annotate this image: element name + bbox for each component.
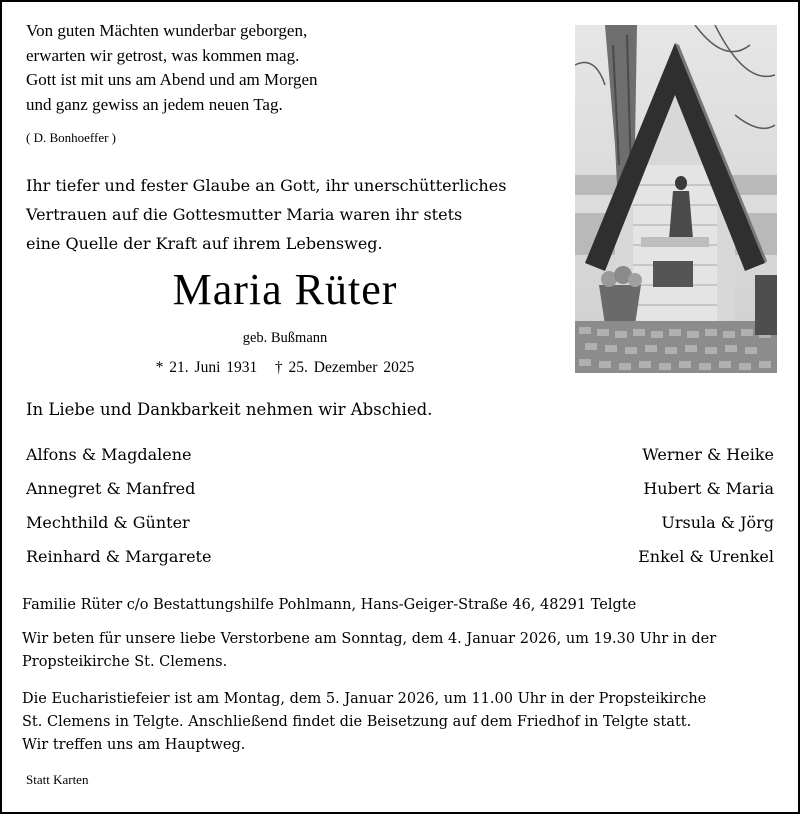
wayside-shrine-photo <box>575 25 777 373</box>
mourner-right: Ursula & Jörg <box>661 513 774 532</box>
faith-line: Ihr tiefer und fester Glaube an Gott, ihr unerschütterliches <box>26 176 507 195</box>
poem-line: Von guten Mächten wunderbar geborgen, <box>26 21 308 40</box>
prayer-notice <box>22 628 716 674</box>
poem-line: erwarten wir getrost, was kommen mag. <box>26 45 300 65</box>
faith-statement <box>26 171 506 258</box>
prayer-line: Wir beten für unsere liebe Verstorbene am Sonntag, dem 4. Januar 2026, um 19.30 Uhr in der <box>22 631 717 647</box>
statt-karten-note: Statt Karten <box>26 772 89 787</box>
bonhoeffer-poem <box>26 19 318 117</box>
maiden-name: geb. Bußmann <box>242 330 328 346</box>
service-line: Wir treffen uns am Hauptweg. <box>22 737 246 753</box>
farewell-line: In Liebe und Dankbarkeit nehmen wir Abschied. <box>26 400 433 419</box>
life-dates: * 21. Juni 1931 † 25. Dezember 2025 <box>155 359 415 376</box>
family-address: Familie Rüter c/o Bestattungshilfe Pohlmann, Hans-Geiger-Straße 46, 48291 Telgte <box>22 597 637 613</box>
prayer-line: Propsteikirche St. Clemens. <box>22 654 228 670</box>
mourner-right: Werner & Heike <box>642 445 774 464</box>
mourner-right: Enkel & Urenkel <box>638 547 774 566</box>
poem-line: Gott ist mit uns am Abend und am Morgen <box>26 70 318 89</box>
poem-line: und ganz gewiss an jedem neuen Tag. <box>26 94 283 114</box>
service-notice <box>22 688 706 757</box>
faith-line: eine Quelle der Kraft auf ihrem Lebensweg. <box>26 234 383 253</box>
poem-citation: ( D. Bonhoeffer ) <box>26 130 117 145</box>
mourner-left: Alfons & Magdalene <box>26 445 192 464</box>
mourner-left: Annegret & Manfred <box>26 479 196 498</box>
mourner-left: Mechthild & Günter <box>26 513 190 532</box>
mourner-left: Reinhard & Margarete <box>26 547 212 566</box>
shrine-image <box>575 25 777 373</box>
service-line: Die Eucharistiefeier ist am Montag, dem 5. Januar 2026, um 11.00 Uhr in der Propsteikirche <box>22 691 707 707</box>
service-line: St. Clemens in Telgte. Anschließend findet die Beisetzung auf dem Friedhof in Telgte statt. <box>22 714 692 730</box>
mourner-right: Hubert & Maria <box>643 479 774 498</box>
deceased-name: Maria Rüter <box>172 265 398 314</box>
faith-line: Vertrauen auf die Gottesmutter Maria waren ihr stets <box>26 205 463 224</box>
